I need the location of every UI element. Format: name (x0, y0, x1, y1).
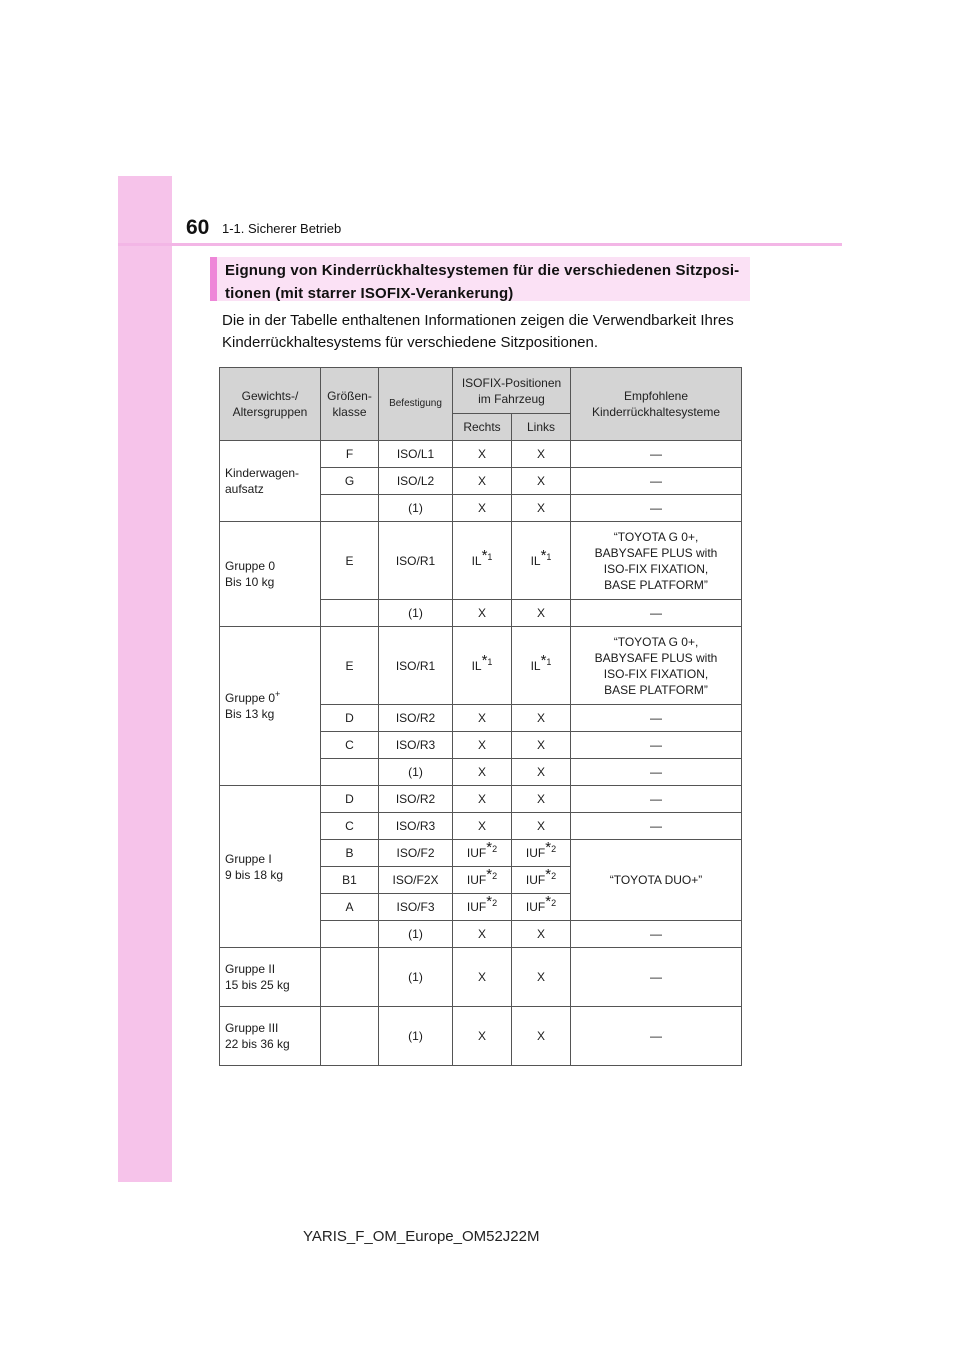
header-fixture: Befestigung (379, 368, 453, 441)
intro-line-1: Die in der Tabelle enthaltenen Informationen zeigen die Verwendbarkeit Ihres (222, 312, 734, 329)
header-recommended: Empfohlene Kinderrückhaltesysteme (571, 368, 742, 441)
cell-fixture: ISO/R3 (379, 732, 453, 759)
header-rule (118, 243, 842, 246)
cell-fixture: (1) (379, 600, 453, 627)
header-row (220, 368, 742, 414)
cell-recommended: — (571, 813, 742, 840)
cell-left: X (512, 441, 571, 468)
cell-right: X (453, 732, 512, 759)
cell-recommended: — (571, 948, 742, 1007)
cell-size (321, 921, 379, 948)
cell-left: X (512, 759, 571, 786)
cell-size: B (321, 840, 379, 867)
cell-recommended: “TOYOTA DUO+” (571, 840, 742, 921)
table-row (220, 522, 742, 600)
group-1: Gruppe I 9 bis 18 kg (220, 786, 321, 948)
cell-left: IUF$^{*2}$ (512, 894, 571, 921)
cell-fixture: ISO/F3 (379, 894, 453, 921)
cell-left: X (512, 468, 571, 495)
subheading-line-2: tionen (mit starrer ISOFIX-Verankerung) (225, 285, 514, 302)
group-3: Gruppe III 22 bis 36 kg (220, 1007, 321, 1066)
cell-size: B1 (321, 867, 379, 894)
cell-fixture: ISO/R3 (379, 813, 453, 840)
intro-line-2: Kinderrückhaltesystems für verschiedene Sitzpositionen. (222, 334, 599, 351)
cell-fixture: ISO/F2 (379, 840, 453, 867)
table-row (220, 441, 742, 468)
cell-recommended: — (571, 732, 742, 759)
table-row (220, 786, 742, 813)
cell-fixture: ISO/F2X (379, 867, 453, 894)
cell-right: IUF$^{*2}$ (453, 867, 512, 894)
document-code: YARIS_F_OM_Europe_OM52J22M (303, 1228, 540, 1245)
cell-left: X (512, 786, 571, 813)
cell-recommended: — (571, 1007, 742, 1066)
cell-left: X (512, 732, 571, 759)
cell-size: D (321, 786, 379, 813)
cell-left: X (512, 948, 571, 1007)
table-row (220, 1007, 742, 1066)
cell-size (321, 600, 379, 627)
cell-size: C (321, 732, 379, 759)
group-carrycot: Kinderwagen- aufsatz (220, 441, 321, 522)
subheading-line-1: Eignung von Kinderrückhaltesystemen für die verschiedenen Sitzposi- (225, 262, 740, 279)
cell-left: X (512, 600, 571, 627)
header-left: Links (512, 414, 571, 441)
side-color-band (118, 176, 172, 1182)
cell-left: IUF$^{*2}$ (512, 840, 571, 867)
cell-right: X (453, 786, 512, 813)
cell-fixture: ISO/L2 (379, 468, 453, 495)
cell-size (321, 948, 379, 1007)
cell-fixture: ISO/R1 (379, 522, 453, 600)
cell-left: IL$^{*1}$ (512, 522, 571, 600)
cell-right: X (453, 948, 512, 1007)
cell-left: IL$^{*1}$ (512, 627, 571, 705)
cell-right: X (453, 600, 512, 627)
group-2: Gruppe II 15 bis 25 kg (220, 948, 321, 1007)
cell-right: IL$^{*1}$ (453, 522, 512, 600)
cell-recommended: — (571, 705, 742, 732)
isofix-suitability-table (219, 367, 742, 1066)
section-label: 1-1. Sicherer Betrieb (222, 221, 342, 236)
cell-size: G (321, 468, 379, 495)
cell-fixture: (1) (379, 1007, 453, 1066)
table-header (220, 368, 742, 441)
cell-right: IUF$^{*2}$ (453, 894, 512, 921)
cell-size (321, 759, 379, 786)
cell-recommended: — (571, 759, 742, 786)
cell-fixture: ISO/R2 (379, 786, 453, 813)
group-0-plus: Gruppe 0+ Bis 13 kg (220, 627, 321, 786)
cell-right: X (453, 813, 512, 840)
cell-recommended: — (571, 468, 742, 495)
cell-size: F (321, 441, 379, 468)
cell-right: X (453, 495, 512, 522)
cell-right: X (453, 468, 512, 495)
cell-fixture: (1) (379, 495, 453, 522)
cell-right: IL$^{*1}$ (453, 627, 512, 705)
cell-left: X (512, 495, 571, 522)
table-row (220, 948, 742, 1007)
header-right: Rechts (453, 414, 512, 441)
cell-right: X (453, 921, 512, 948)
cell-size (321, 495, 379, 522)
cell-recommended: — (571, 495, 742, 522)
cell-recommended: — (571, 600, 742, 627)
cell-size (321, 1007, 379, 1066)
cell-fixture: (1) (379, 948, 453, 1007)
page-number: 60 (186, 216, 210, 239)
cell-recommended: — (571, 921, 742, 948)
cell-size: E (321, 627, 379, 705)
cell-fixture: (1) (379, 759, 453, 786)
subheading-box (210, 257, 750, 301)
cell-right: IUF$^{*2}$ (453, 840, 512, 867)
cell-size: D (321, 705, 379, 732)
cell-fixture: (1) (379, 921, 453, 948)
cell-right: X (453, 705, 512, 732)
group-0: Gruppe 0 Bis 10 kg (220, 522, 321, 627)
cell-right: X (453, 441, 512, 468)
cell-recommended: “TOYOTA G 0+, BABYSAFE PLUS with ISO-FIX FIXATION, BASE PLATFORM” (571, 627, 742, 705)
cell-fixture: ISO/R2 (379, 705, 453, 732)
cell-recommended: “TOYOTA G 0+, BABYSAFE PLUS with ISO-FIX FIXATION, BASE PLATFORM” (571, 522, 742, 600)
cell-right: X (453, 1007, 512, 1066)
cell-fixture: ISO/R1 (379, 627, 453, 705)
header-weight-group: Gewichts-/ Altersgruppen (220, 368, 321, 441)
cell-fixture: ISO/L1 (379, 441, 453, 468)
cell-size: A (321, 894, 379, 921)
intro-paragraph (222, 310, 750, 354)
header-size-class: Größen- klasse (321, 368, 379, 441)
cell-left: X (512, 705, 571, 732)
cell-recommended: — (571, 786, 742, 813)
cell-right: X (453, 759, 512, 786)
cell-left: X (512, 1007, 571, 1066)
cell-recommended: — (571, 441, 742, 468)
cell-size: E (321, 522, 379, 600)
cell-size: C (321, 813, 379, 840)
cell-left: X (512, 921, 571, 948)
table-row (220, 627, 742, 705)
cell-left: IUF$^{*2}$ (512, 867, 571, 894)
header-isofix-positions: ISOFIX-Positionen im Fahrzeug (453, 368, 571, 414)
cell-left: X (512, 813, 571, 840)
